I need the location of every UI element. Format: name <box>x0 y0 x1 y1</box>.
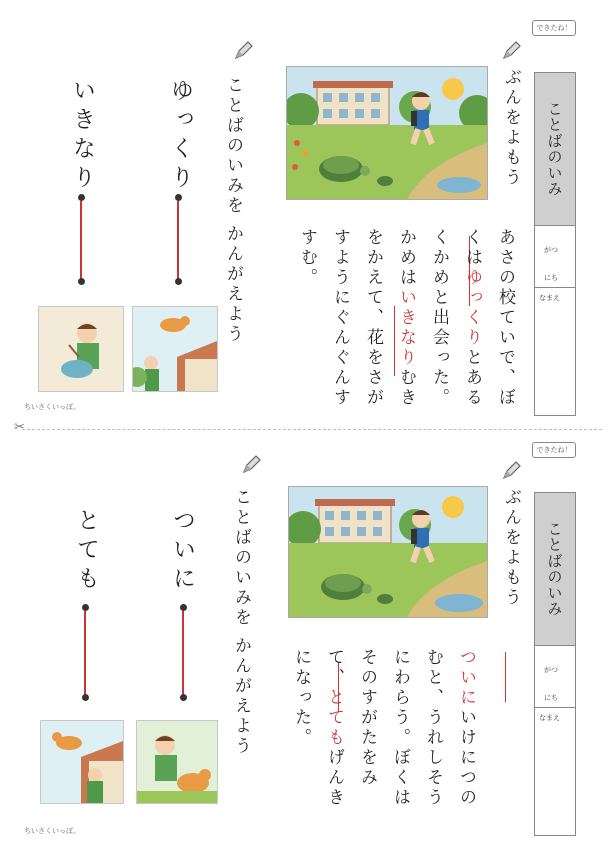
picture-card[interactable] <box>40 720 124 804</box>
done-badge: できたね！ <box>532 20 576 36</box>
day-label: にち <box>544 274 558 282</box>
picture-card[interactable] <box>136 720 218 804</box>
footer-logo: ちいさくいっぽ。 <box>24 827 80 835</box>
day-label: にち <box>544 694 558 702</box>
pencil-icon <box>240 454 262 476</box>
think-heading: ことばのいみを かんがえよう <box>223 76 243 345</box>
think-heading: ことばのいみを かんがえよう <box>231 488 251 757</box>
side-panel <box>534 72 576 416</box>
worksheet-bottom <box>0 430 612 859</box>
side-panel <box>534 492 576 836</box>
match-dot[interactable] <box>78 194 85 201</box>
vocab-word: いきなり <box>69 78 95 194</box>
worksheet-title: ことばのいみ <box>535 493 575 645</box>
pencil-icon <box>232 40 254 62</box>
vocab-word: とても <box>73 508 99 595</box>
done-badge: できたね！ <box>532 442 576 458</box>
vocab-word: ついに <box>169 508 195 595</box>
match-dot[interactable] <box>175 194 182 201</box>
worksheet-title: ことばのいみ <box>535 73 575 225</box>
month-label: がつ <box>544 246 558 254</box>
vocab-word: ゆっくり <box>167 78 193 194</box>
match-dot[interactable] <box>82 604 89 611</box>
scissors-icon: ✂ <box>14 420 25 435</box>
read-heading: ぶんをよもう <box>501 68 521 188</box>
footer-logo: ちいさくいっぽ。 <box>24 403 80 411</box>
match-dot[interactable] <box>180 694 187 701</box>
story-text: あさの校ていで、ぼくはゆっくりとあるくかめと出会った。かめはいきなりむきをかえて、花をさがすようにぐんぐんすすむ。 <box>297 228 515 408</box>
pencil-icon <box>500 460 522 482</box>
name-label: なまえ <box>539 294 560 302</box>
pencil-icon <box>500 40 522 62</box>
match-dot[interactable] <box>175 278 182 285</box>
story-text: ついにいけにつのむと、うれしそうにわらう。ぼくはそのすがたをみて、とてもげんきになった。 <box>291 648 476 808</box>
picture-card[interactable] <box>38 306 124 392</box>
month-label: がつ <box>544 666 558 674</box>
worksheet-top <box>0 0 612 429</box>
name-label: なまえ <box>539 714 560 722</box>
read-heading: ぶんをよもう <box>501 488 521 608</box>
match-dot[interactable] <box>82 694 89 701</box>
match-dot[interactable] <box>78 278 85 285</box>
story-illustration <box>288 486 488 618</box>
picture-card[interactable] <box>132 306 218 392</box>
match-dot[interactable] <box>180 604 187 611</box>
story-illustration <box>286 66 488 200</box>
